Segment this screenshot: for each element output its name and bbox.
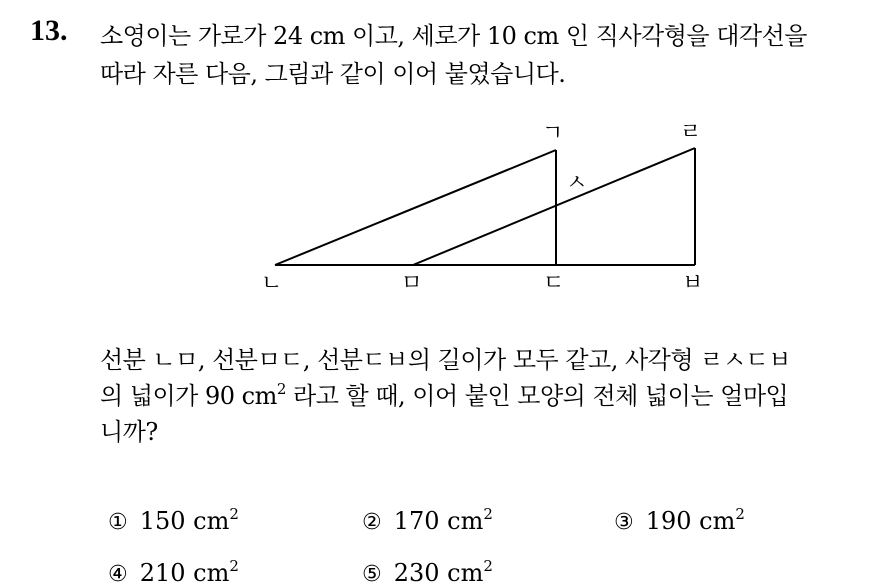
choice-2-mark: ② [362,510,382,535]
choice-1-mark: ① [108,510,128,535]
question-intro-line-2: 따라 자른 다음, 그림과 같이 이어 붙였습니다. [100,60,566,88]
choice-1[interactable]: ① 150 $cm^2$ [108,505,239,535]
choice-2[interactable]: ② 170 $cm^2$ [362,505,493,535]
segment-n-g [275,150,556,265]
label-g: ㄱ [542,121,564,146]
choice-1-value: 150 cm [139,507,230,535]
choice-3-mark: ③ [614,510,634,535]
choice-3[interactable]: ③ 190 $cm^2$ [614,505,745,535]
segment-m-r [413,148,695,265]
choice-4-value: 210 cm [139,559,230,587]
question-number: 13. [30,14,68,47]
choice-4[interactable]: ④ 210 $cm^2$ [108,557,239,587]
choice-5-mark: ⑤ [362,562,382,587]
label-d: ㄷ [543,271,565,296]
choice-3-value: 190 cm [645,507,736,535]
label-n: ㄴ [261,271,283,296]
label-b: ㅂ [682,271,704,296]
label-r: ㄹ [680,120,702,145]
question-body-line-1: 선분 ㄴㅁ, 선분ㅁㄷ, 선분ㄷㅂ의 길이가 모두 같고, 사각형 ㄹㅅㄷㅂ [100,346,791,374]
choice-5[interactable]: ⑤ 230 $cm^2$ [362,557,493,587]
choice-2-value: 170 cm [393,507,484,535]
question-body-line-2: 의 넓이가 90 $cm^2$ 라고 할 때, 이어 붙인 모양의 전체 넓이는 얼마입 [100,380,789,410]
question-intro-line-1: 소영이는 가로가 24 cm 이고, 세로가 10 cm 인 직사각형을 대각선을 [100,22,807,50]
question-body-line-3: 니까? [100,418,158,446]
choice-4-mark: ④ [108,562,128,587]
label-s: ㅅ [566,171,588,196]
label-m: ㅁ [401,271,423,296]
choice-5-value: 230 cm [393,559,484,587]
